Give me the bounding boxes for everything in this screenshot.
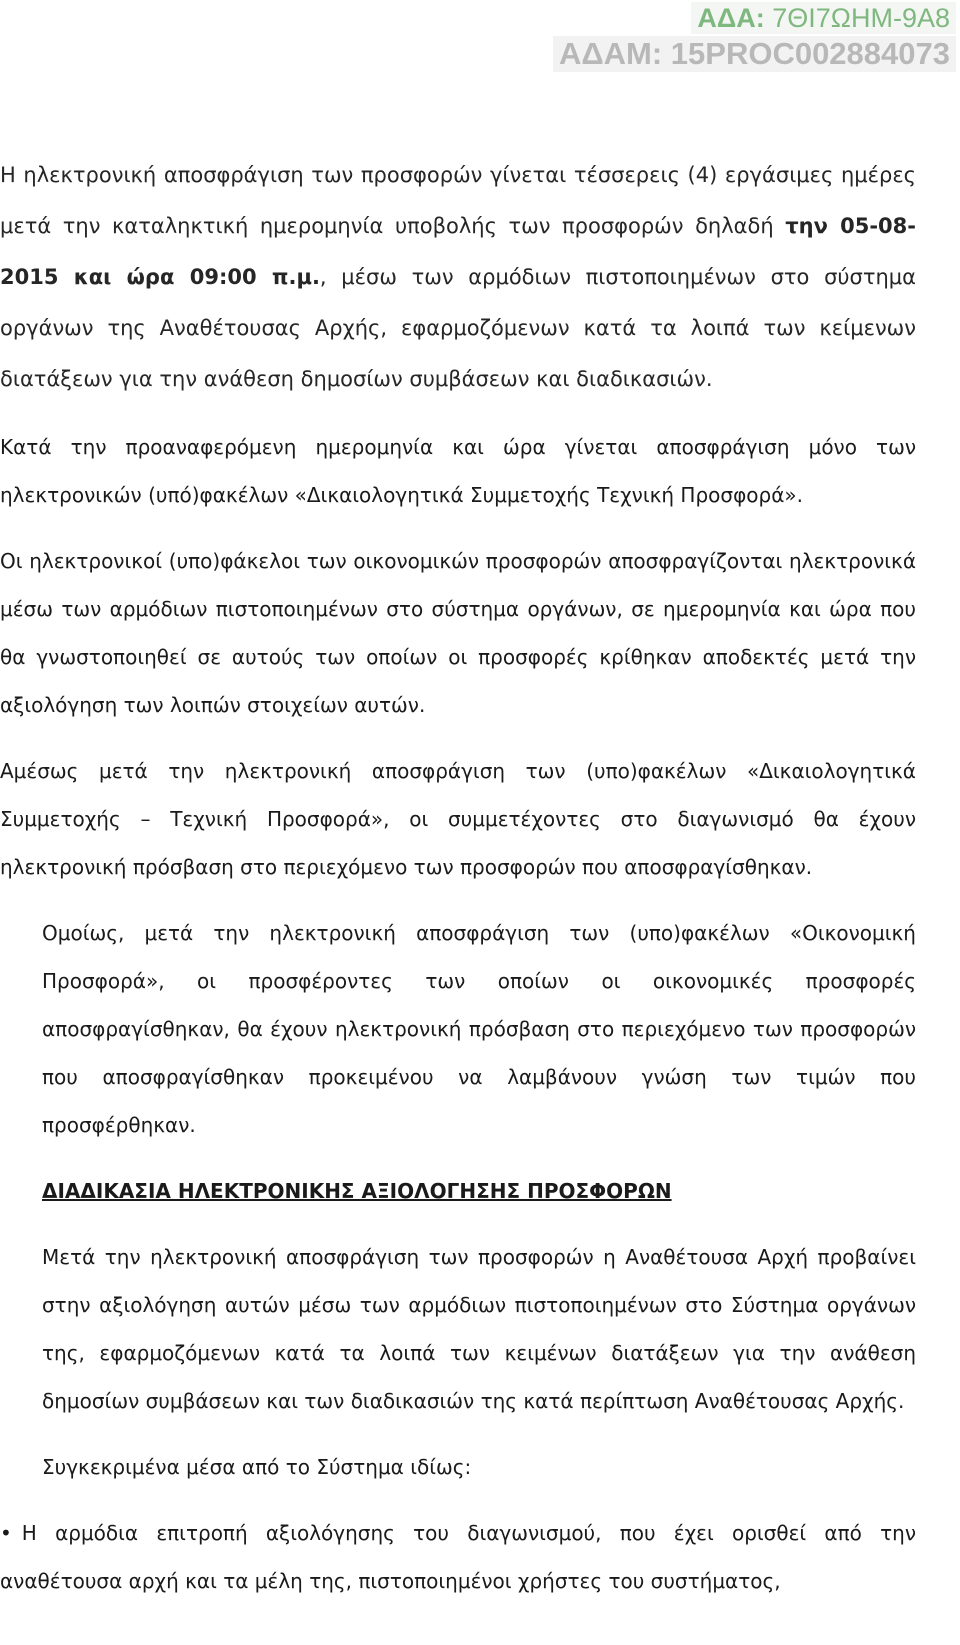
paragraph-evaluation: Μετά την ηλεκτρονική αποσφράγιση των προσφορών η Αναθέτουσα Αρχή προβαίνει στην αξιολόγηση αυτών μέσω των αρμόδιων πιστοποιημένων στο Σύστημα οργάνων της, εφαρμοζόμενων κατά τα λοιπά των κειμένων διατάξεων για την ανάθεση δημοσίων συμβάσεων και των διαδικασιών της κατά περίπτωση Αναθέτουσας Αρχής.: [42, 1245, 916, 1413]
ada-code: ΑΔΑ: 7ΘΙ7ΩΗΜ-9Α8: [691, 2, 956, 34]
paragraph-access-technical: Αμέσως μετά την ηλεκτρονική αποσφράγιση των (υπο)φακέλων «Δικαιολογητικά Συμμετοχής – Τεχνική Προσφορά», οι συμμετέχοντες στο διαγωνισμό θα έχουν ηλεκτρονική πρόσβαση στο περιεχόμενο των προσφορών που αποσφραγίσθηκαν.: [0, 759, 916, 879]
paragraph-opening-date: Η ηλεκτρονική αποσφράγιση των προσφορών γίνεται τέσσερεις (4) εργάσιμες ημέρες μετά την καταληκτική ημερομηνία υποβολής των προσφορών δηλαδή την 05-08-2015 και ώρα 09:00 π.μ., μέσω των αρμόδιων πιστοποιημένων στο σύστημα οργάνων της Αναθέτουσας Αρχής, εφαρμοζόμενων κατά τα λοιπά των κείμενων διατάξεων για την ανάθεση δημοσίων συμβάσεων και διαδικασιών.: [0, 163, 916, 391]
paragraph-access-financial: Ομοίως, μετά την ηλεκτρονική αποσφράγιση των (υπο)φακέλων «Οικονομική Προσφορά», οι προσφέροντες των οποίων οι οικονομικές προσφορές αποσφραγίσθηκαν, θα έχουν ηλεκτρονική πρόσβαση στο περιεχόμενο των προσφορών που αποσφραγίσθηκαν προκειμένου να λαμβάνουν γνώση των τιμών που προσφέρθηκαν.: [42, 921, 916, 1137]
paragraph-financial-unseal: Οι ηλεκτρονικοί (υπο)φάκελοι των οικονομικών προσφορών αποσφραγίζονται ηλεκτρονικά μέσω των αρμόδιων πιστοποιημένων στο σύστημα οργάνων, σε ημερομηνία και ώρα που θα γνωστοποιηθεί σε αυτούς των οποίων οι προσφορές κρίθηκαν αποδεκτές μετά την αξιολόγηση των λοιπών στοιχείων αυτών.: [0, 549, 916, 717]
paragraph-technical-unseal: Κατά την προαναφερόμενη ημερομηνία και ώρα γίνεται αποσφράγιση μόνο των ηλεκτρονικών (υπό)φακέλων «Δικαιολογητικά Συμμετοχής Τεχνική Προσφορά».: [0, 435, 916, 507]
adam-code: ΑΔΑΜ: 15PROC002884073: [553, 36, 956, 72]
list-item: • Η αρμόδια επιτροπή αξιολόγησης του διαγωνισμού, που έχει ορισθεί από την αναθέτουσα αρχή και τα μέλη της, πιστοποιημένοι χρήστες του συστήματος,: [0, 1509, 916, 1605]
section-heading: ΔΙΑΔΙΚΑΣΙΑ ΗΛΕΚΤΡΟΝΙΚΗΣ ΑΞΙΟΛΟΓΗΣΗΣ ΠΡΟΣΦΟΡΩΝ: [42, 1179, 672, 1203]
document-body: [0, 150, 916, 1605]
paragraph-system-intro: Συγκεκριμένα μέσα από το Σύστημα ιδίως:: [42, 1455, 472, 1479]
document-stamp: [553, 2, 956, 72]
